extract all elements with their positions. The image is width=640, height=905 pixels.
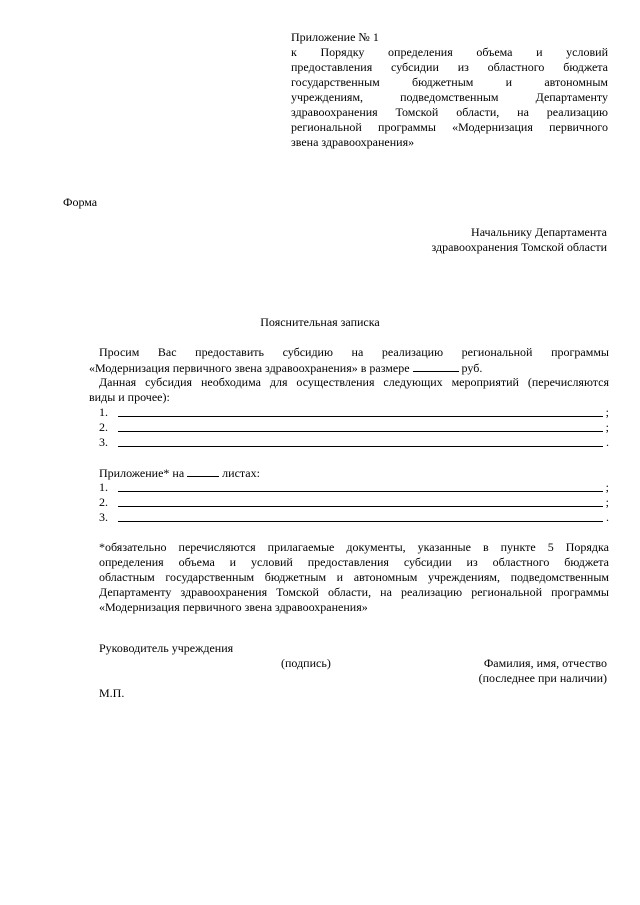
list-end: .: [606, 435, 609, 449]
list-end: .: [606, 510, 609, 524]
attachment-text: Приложение* на: [99, 466, 185, 480]
body-line: [89, 360, 482, 376]
attachment-text: листах:: [222, 466, 260, 480]
body-line: виды и прочее):: [89, 390, 170, 404]
list-item: [99, 435, 609, 450]
list-number: 1.: [99, 480, 108, 494]
sheets-blank[interactable]: [187, 465, 219, 477]
body-text: руб.: [461, 361, 483, 375]
footnote-line: *обязательно перечисляются прилагаемые документы, указанные в пункте 5 Порядка: [99, 540, 609, 554]
amount-blank[interactable]: [413, 360, 459, 372]
body-line: Просим Вас предоставить субсидию на реализацию региональной программы: [99, 345, 609, 359]
appendix-line: к Порядку определения объема и условий: [291, 45, 608, 59]
appendix-line: региональной программы «Модернизация первичного: [291, 120, 608, 134]
list-item: [99, 405, 609, 420]
list-end: ;: [605, 420, 609, 434]
list-number: 3.: [99, 435, 108, 449]
appendix-line: здравоохранения Томской области, на реализацию: [291, 105, 608, 119]
body-line: Данная субсидия необходима для осуществления следующих мероприятий (перечисляются: [99, 375, 609, 389]
appendix-line: государственным бюджетным и автономным: [291, 75, 608, 89]
footnote-line: «Модернизация первичного звена здравоохранения»: [99, 600, 368, 614]
attachment-label: [99, 465, 260, 481]
signature-label: (подпись): [281, 656, 331, 670]
appendix-title: Приложение № 1: [291, 30, 379, 44]
list-item: [99, 510, 609, 525]
fill-line[interactable]: [118, 506, 603, 507]
list-item: [99, 480, 609, 495]
list-end: ;: [605, 405, 609, 419]
addressee-line: здравоохранения Томской области: [431, 240, 607, 254]
document-title: Пояснительная записка: [260, 315, 380, 329]
list-number: 1.: [99, 405, 108, 419]
stamp-place: М.П.: [99, 686, 125, 700]
list-number: 3.: [99, 510, 108, 524]
signature-head: Руководитель учреждения: [99, 641, 234, 655]
fill-line[interactable]: [118, 491, 603, 492]
list-end: ;: [605, 480, 609, 494]
name-note: (последнее при наличии): [478, 671, 607, 685]
appendix-line: учреждениям, подведомственным Департаменту: [291, 90, 608, 104]
list-number: 2.: [99, 420, 108, 434]
list-number: 2.: [99, 495, 108, 509]
appendix-line: звена здравоохранения»: [291, 135, 415, 149]
fill-line[interactable]: [118, 521, 603, 522]
list-end: ;: [605, 495, 609, 509]
fill-line[interactable]: [118, 416, 603, 417]
fill-line[interactable]: [118, 431, 603, 432]
form-label: Форма: [63, 195, 98, 209]
name-label: Фамилия, имя, отчество: [483, 656, 607, 670]
footnote-line: Департаменту здравоохранения Томской области, на реализацию региональной программы: [99, 585, 609, 599]
appendix-line: предоставления субсидии из областного бюджета: [291, 60, 608, 74]
footnote-line: областным государственным бюджетным и автономным учреждениям, подведомственным: [99, 570, 609, 584]
body-text: «Модернизация первичного звена здравоохранения» в размере: [89, 361, 410, 375]
footnote-line: определения объема и условий предоставления субсидии из областного бюджета: [99, 555, 609, 569]
list-item: [99, 420, 609, 435]
fill-line[interactable]: [118, 446, 603, 447]
list-item: [99, 495, 609, 510]
addressee-line: Начальнику Департамента: [471, 225, 607, 239]
